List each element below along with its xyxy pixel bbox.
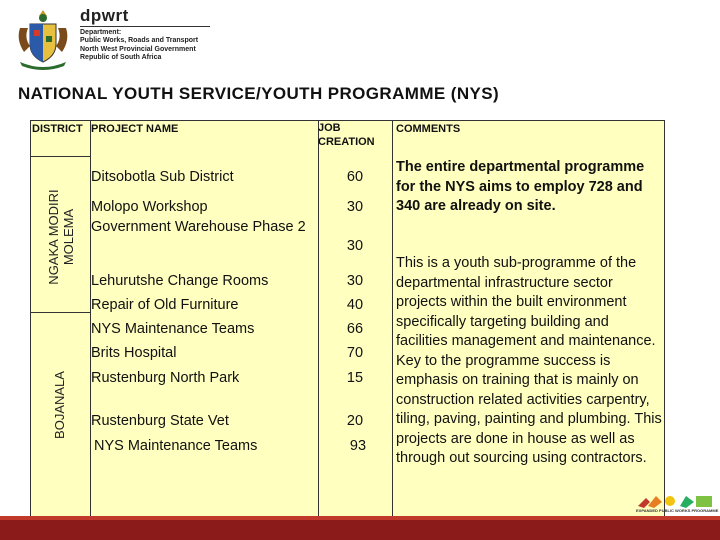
table-divider	[392, 120, 393, 520]
job-count: 40	[346, 297, 364, 313]
header-district: DISTRICT	[32, 123, 83, 135]
job-count: 30	[346, 238, 364, 254]
brand-line: North West Provincial Government	[80, 45, 196, 53]
job-count: 20	[346, 413, 364, 429]
page-title: NATIONAL YOUTH SERVICE/YOUTH PROGRAMME (NYS)	[18, 84, 500, 103]
job-count: 30	[346, 273, 364, 289]
footer-bar	[0, 520, 720, 540]
brand-line: Public Works, Roads and Transport	[80, 37, 199, 45]
project-name: Rustenburg North Park	[91, 370, 240, 386]
table-divider	[318, 120, 319, 520]
epwp-logo-caption: EXPANDED PUBLIC WORKS PROGRAMME	[636, 508, 719, 513]
project-name: Brits Hospital	[91, 345, 177, 361]
project-name: Lehurutshe Change Rooms	[91, 273, 269, 289]
brand-line: Department:	[80, 29, 122, 36]
comment-description: This is a youth sub-programme of the departmental infrastructure sector projects within the built environment specifically targeting building and facilities management and maintenance. Key to the programme success is emphasis on training that is mainly on construction related activities carpentry, tiling, paving, painting and plumbing. This projects are done in house as well as through out sourcing using contractors.	[396, 255, 662, 466]
job-count: 60	[346, 169, 364, 185]
header-job-creation: JOB CREATION	[318, 122, 375, 148]
table-divider	[30, 312, 90, 313]
coat-of-arms-icon	[14, 6, 72, 70]
project-name: Government Warehouse Phase 2	[91, 219, 306, 235]
brand-name: dpwrt	[80, 6, 129, 25]
table-border-right	[664, 120, 665, 520]
job-count: 93	[349, 438, 367, 454]
comment-summary: The entire departmental programme for the NYS aims to employ 728 and 340 are already on site.	[396, 159, 645, 214]
table-divider	[30, 156, 90, 157]
district-ngaka-modiri-molema: NGAKA MODIRI MOLEMA	[46, 189, 76, 285]
job-count: 66	[346, 321, 364, 337]
header-comments: COMMENTS	[396, 123, 461, 135]
table-border-left	[30, 120, 31, 520]
header-project-name: PROJECT NAME	[91, 123, 179, 135]
job-count: 70	[346, 345, 364, 361]
job-count: 30	[346, 199, 364, 215]
brand-lines	[80, 29, 198, 62]
project-name: Rustenburg State Vet	[91, 413, 229, 429]
brand-rule	[80, 26, 210, 27]
district-bojanala: BOJANALA	[52, 371, 67, 439]
project-name: Ditsobotla Sub District	[91, 169, 234, 185]
brand-line: Republic of South Africa	[80, 53, 162, 61]
project-name: Repair of Old Furniture	[91, 297, 239, 313]
project-name: NYS Maintenance Teams	[91, 321, 255, 337]
project-name: Molopo Workshop	[91, 199, 208, 215]
job-count: 15	[346, 370, 364, 386]
brand	[80, 6, 129, 26]
project-name: NYS Maintenance Teams	[94, 438, 258, 454]
